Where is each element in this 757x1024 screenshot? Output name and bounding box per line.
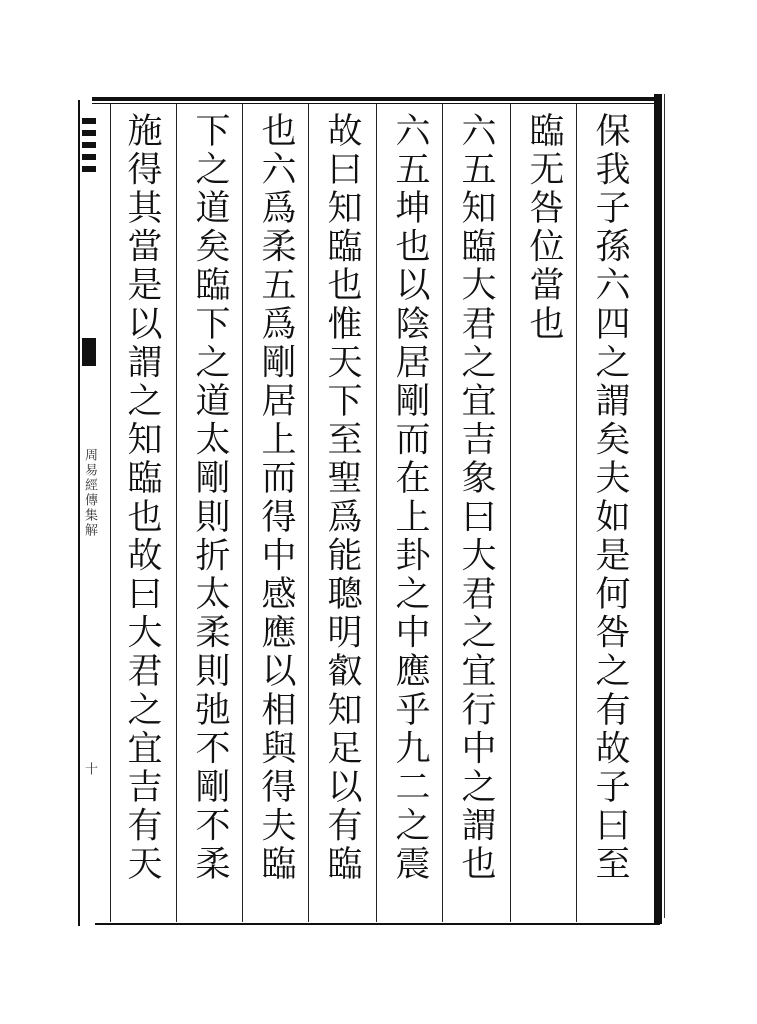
text-column-8: 施得其當是以謂之知臨也故曰大君之宜吉有天 xyxy=(122,112,162,884)
margin-book-title: 周易經傳集解 xyxy=(82,448,97,538)
fish-tail-mark-middle xyxy=(82,338,96,366)
text-column-7: 下之道矣臨下之道太剛則折太柔則弛不剛不柔 xyxy=(190,112,230,884)
text-column-1: 保我子孫六四之謂矣夫如是何咎之有故子曰至 xyxy=(590,112,630,884)
column-rule xyxy=(242,104,243,922)
text-column-5: 故曰知臨也惟天下至聖爲能聰明叡知足以有臨 xyxy=(322,112,362,884)
column-rule xyxy=(308,104,309,922)
fish-tail-mark-top xyxy=(82,118,96,178)
text-column-3: 六五知臨大君之宜吉象曰大君之宜行中之謂也 xyxy=(456,112,496,884)
text-column-6: 也六爲柔五爲剛居上而得中感應以相與得夫臨 xyxy=(256,112,296,884)
text-column-2: 臨无咎位當也 xyxy=(524,112,564,344)
frame-bottom-border xyxy=(95,923,660,925)
frame-top-border xyxy=(92,97,660,101)
column-rule xyxy=(176,104,177,922)
column-rule xyxy=(442,104,443,922)
frame-right-inner-line xyxy=(664,94,665,918)
column-rule xyxy=(510,104,511,922)
margin-page-number: 十 xyxy=(82,762,97,775)
column-rule xyxy=(110,104,111,922)
frame-right-border xyxy=(654,94,662,924)
text-column-4: 六五坤也以陰居剛而在上卦之中應乎九二之震 xyxy=(390,112,430,884)
column-rule xyxy=(576,104,577,922)
column-rule xyxy=(376,104,377,922)
